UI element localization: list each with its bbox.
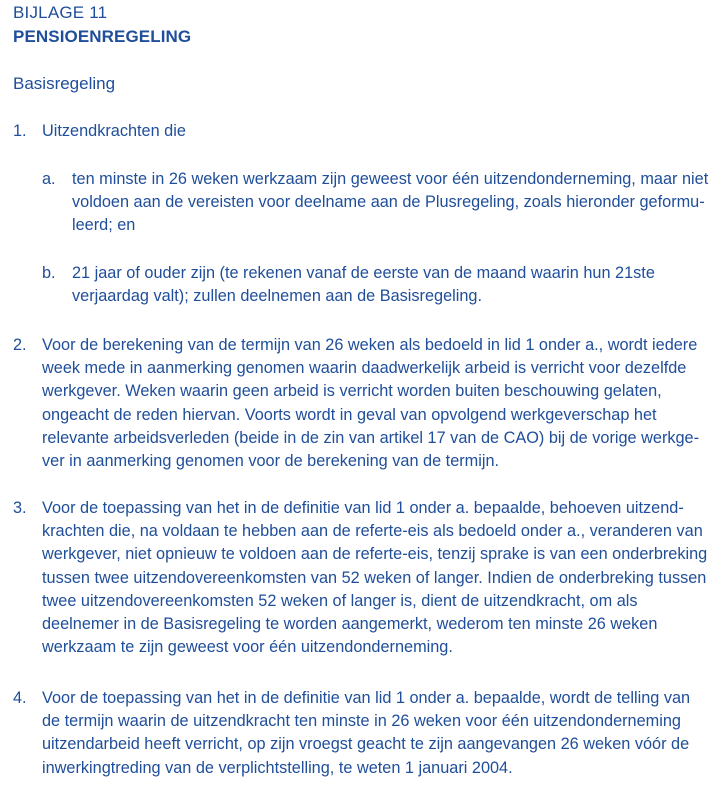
item-line: 21 jaar of ouder zijn (te rekenen vanaf de eerste van de maand waarin hun 21ste bbox=[72, 264, 655, 282]
item-line: Voor de toepassing van het in de definitie van lid 1 onder a. bepaalde, behoeven uitzend- bbox=[42, 499, 684, 517]
item-line: verjaardag valt); zullen deelnemen aan de Basisregeling. bbox=[72, 287, 482, 306]
item-line: leerd; en bbox=[72, 216, 136, 235]
item-line: uitzendarbeid heeft verricht, op zijn vroegst geacht te zijn aangevangen 26 weken vóór de bbox=[42, 735, 690, 754]
item-text bbox=[42, 497, 707, 659]
item-number: 2. bbox=[13, 336, 27, 354]
item-line: tussen twee uitzendovereenkomsten van 52 weken of langer. Indien de onderbreking tussen bbox=[42, 568, 707, 587]
item-number: 1. bbox=[13, 122, 27, 140]
item-number: b. bbox=[42, 264, 56, 282]
item-number: a. bbox=[42, 170, 56, 188]
item-line: relevante arbeidsverleden (beide in de zin van artikel 17 van de CAO) bij de vorige werkge- bbox=[42, 428, 700, 447]
item-line: krachten die, na voldaan te hebben aan de referte-eis als bedoeld onder a., veranderen van bbox=[42, 522, 703, 541]
item-line: werkzaam te zijn geweest voor één uitzendonderneming. bbox=[42, 638, 453, 657]
item-text bbox=[72, 262, 655, 308]
item-line: inwerkingtreding van de verplichtstelling, te weten 1 januari 2004. bbox=[42, 758, 513, 777]
item-line: werkgever, niet opnieuw te voldoen aan de referte-eis, tenzij sprake is van een onderbreking bbox=[42, 545, 708, 564]
item-line: deelnemer in de Basisregeling te worden aangemerkt, wederom ten minste 26 weken bbox=[42, 615, 658, 634]
annex-title: PENSIOENREGELING bbox=[13, 27, 192, 46]
section-heading: Basisregeling bbox=[13, 74, 116, 93]
item-line: voldoen aan de vereisten voor deelname aan de Plusregeling, zoals hieronder geformu- bbox=[72, 193, 705, 212]
item-line: twee uitzendovereenkomsten 52 weken of langer is, dient de uitzendkracht, om als bbox=[42, 591, 638, 610]
item-number: 4. bbox=[13, 689, 27, 707]
item-line: werkgever. Weken waarin geen arbeid is verricht worden buiten beschouwing gelaten, bbox=[42, 382, 662, 401]
item-line: de termijn waarin de uitzendkracht ten minste in 26 weken voor één uitzendonderneming bbox=[42, 712, 681, 731]
item-text bbox=[72, 168, 708, 238]
item-line: week mede in aanmerking genomen waarin daadwerkelijk arbeid is verricht voor dezelfde bbox=[42, 359, 687, 378]
annex-label: BIJLAGE 11 bbox=[13, 3, 108, 22]
item-text bbox=[42, 334, 699, 473]
item-number: 3. bbox=[13, 499, 27, 517]
item-line: ongeacht de reden hiervan. Voorts wordt in geval van opvolgend werkgeverschap het bbox=[42, 405, 657, 424]
item-line: ten minste in 26 weken werkzaam zijn geweest voor één uitzendonderneming, maar niet bbox=[72, 170, 709, 188]
item-text bbox=[42, 120, 186, 143]
item-line: Uitzendkrachten die bbox=[42, 122, 186, 140]
item-line: ver in aanmerking genomen voor de berekening van de termijn. bbox=[42, 452, 500, 471]
item-text bbox=[42, 687, 690, 780]
item-line: Voor de berekening van de termijn van 26 weken als bedoeld in lid 1 onder a., wordt iedere bbox=[42, 336, 698, 354]
item-line: Voor de toepassing van het in de definitie van lid 1 onder a. bepaalde, wordt de telling van bbox=[42, 689, 691, 707]
